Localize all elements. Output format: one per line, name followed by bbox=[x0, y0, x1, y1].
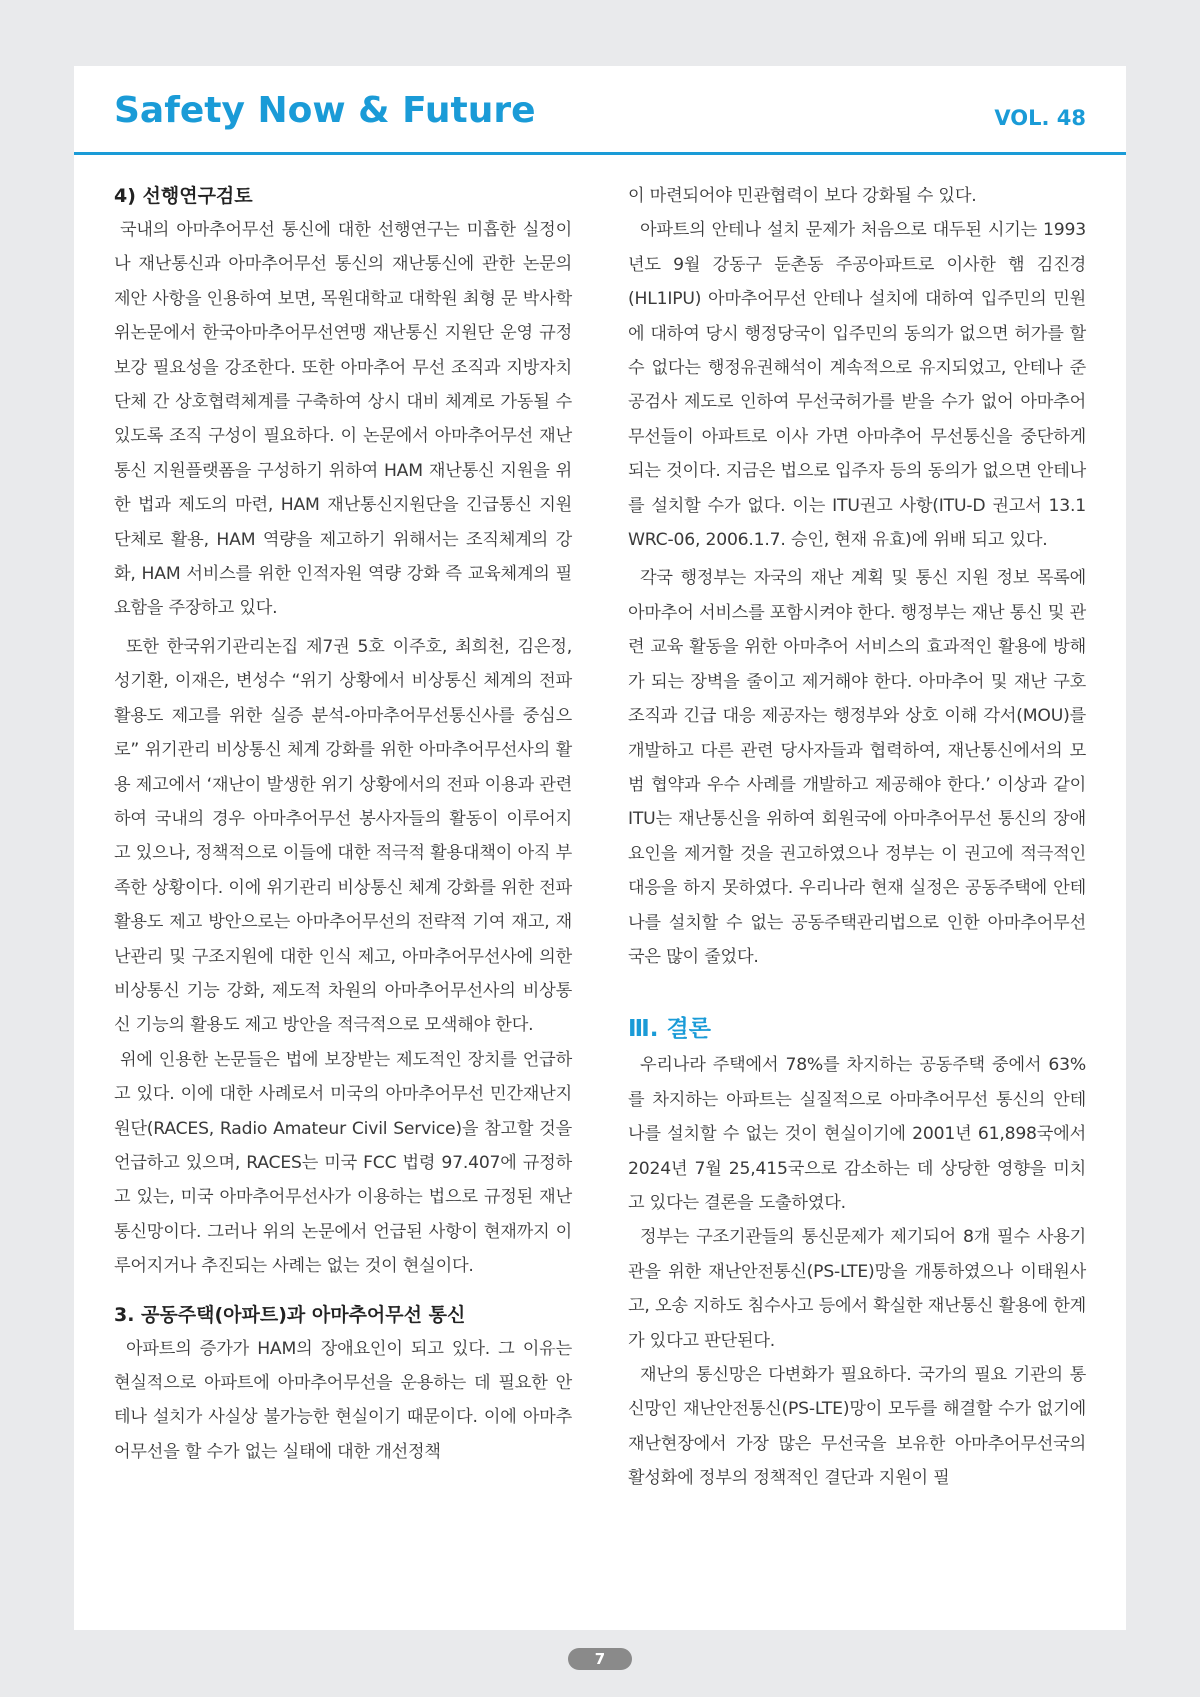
paragraph: 이 마련되어야 민관협력이 보다 강화될 수 있다. bbox=[628, 186, 977, 206]
paragraph: 우리나라 주택에서 78%를 차지하는 공동주택 중에서 63%를 차지하는 아파트는 실질적으로 아마추어무선 통신의 안테나를 설치할 수 없는 것이 현실이기에 2001년 61,898국에서 2024년 7월 25,415국으로 감소하는 데 상당한 영향을 미치고 있다는 결론을 도출하였다. bbox=[628, 1055, 1086, 1213]
page-number-badge: 7 bbox=[568, 1648, 632, 1670]
left-column bbox=[114, 179, 572, 1469]
paragraph: 정부는 구조기관들의 통신문제가 제기되어 8개 필수 사용기관을 위한 재난안전통신(PS-LTE)망을 개통하였으나 이태원사고, 오송 지하도 침수사고 등에서 확실한 재난통신 활용에 한계가 있다고 판단된다. bbox=[628, 1227, 1086, 1351]
subsection-heading-apartment: 3. 공동주택(아파트)과 아마추어무선 통신 bbox=[114, 1303, 466, 1326]
paragraph: 재난의 통신망은 다변화가 필요하다. 국가의 필요 기관의 통신망인 재난안전통신(PS-LTE)망이 모두를 해결할 수가 없기에 재난현장에서 가장 많은 무선국을 보유한 아마추어무선국의 활성화에 정부의 정책적인 결단과 지원이 필 bbox=[628, 1365, 1086, 1489]
volume-label: VOL. 48 bbox=[994, 106, 1086, 130]
paragraph: 각국 행정부는 자국의 재난 계획 및 통신 지원 정보 목록에 아마추어 서비스를 포함시켜야 한다. 행정부는 재난 통신 및 관련 교육 활동을 위한 아마추어 서비스의 효과적인 활용에 방해가 되는 장벽을 줄이고 제거해야 한다. 아마추어 및 재난 구호 조직과 긴급 대응 제공자는 행정부와 상호 이해 각서(MOU)를 개발하고 다른 관련 당사자들과 협력하여, 재난통신에서의 모범 협약과 우수 사례를 개발하고 제공해야 한다.’ 이상과 같이 ITU는 재난통신을 위하여 회원국에 아마추어무선 통신의 장애요인을 제거할 것을 권고하였으나 정부는 이 권고에 적극적인 대응을 하지 못하였다. 우리나라 현재 실정은 공동주택에 안테나를 설치할 수 없는 공동주택관리법으로 인한 아마추어무선국은 많이 줄었다. bbox=[628, 568, 1086, 967]
paragraph: 아파트의 안테나 설치 문제가 처음으로 대두된 시기는 1993년도 9월 강동구 둔촌동 주공아파트로 이사한 햄 김진경(HL1IPU) 아마추어무선 안테나 설치에 대하여 입주민의 민원에 대하여 당시 행정당국이 입주민의 동의가 없으면 허가를 할 수 없다는 행정유권해석이 계속적으로 유지되었고, 안테나 준공검사 제도로 인하여 무선국허가를 받을 수가 없어 아마추어무선들이 아파트로 이사 가면 아마추어 무선통신을 중단하게 되는 것이다. 지금은 법으로 입주자 등의 동의가 없으면 안테나를 설치할 수가 없다. 이는 ITU권고 사항(ITU-D 권고서 13.1 WRC-06, 2006.1.7. 승인, 현재 유효)에 위배 되고 있다. bbox=[628, 220, 1086, 551]
section-heading-conclusion: Ⅲ. 결론 bbox=[628, 1016, 711, 1043]
paragraph: 또한 한국위기관리논집 제7권 5호 이주호, 최희천, 김은정, 성기환, 이재은, 변성수 “위기 상황에서 비상통신 체계의 전파 활용도 제고를 위한 실증 분석-아마추어무선통신사를 중심으로” 위기관리 비상통신 체계 강화를 위한 아마추어무선사의 활용 제고에서 ‘재난이 발생한 위기 상황에서의 전파 이용과 관련하여 국내의 경우 아마추어무선 봉사자들의 활동이 이루어지고 있으나, 정책적으로 이들에 대한 적극적 활용대책이 아직 부족한 상황이다. 이에 위기관리 비상통신 체계 강화를 위한 전파 활용도 제고 방안으로는 아마추어무선의 전략적 기여 재고, 재난관리 및 구조지원에 대한 인식 제고, 아마추어무선사에 의한 비상통신 기능 강화, 제도적 차원의 아마추어무선사의 비상통신 기능의 활용도 제고 방안을 적극적으로 모색해야 한다. bbox=[114, 636, 572, 1036]
right-column bbox=[628, 179, 1086, 1496]
magazine-title: Safety Now & Future bbox=[114, 90, 536, 131]
subsection-heading-prior-research: 4) 선행연구검토 bbox=[114, 185, 253, 207]
page-header bbox=[74, 66, 1126, 155]
document-page bbox=[74, 66, 1126, 1630]
paragraph: 위에 인용한 논문들은 법에 보장받는 제도적인 장치를 언급하고 있다. 이에 대한 사례로서 미국의 아마추어무선 민간재난지원단(RACES, Radio Amateur Civil Service)을 참고할 것을 언급하고 있으며, RACES는 미국 FCC 법령 97.407에 규정하고 있는, 미국 아마추어무선사가 이용하는 법으로 규정된 재난통신망이다. 그러나 위의 논문에서 언급된 사항이 현재까지 이루어지거나 추진되는 사례는 없는 것이 현실이다. bbox=[114, 1049, 572, 1277]
paragraph: 국내의 아마추어무선 통신에 대한 선행연구는 미흡한 실정이나 재난통신과 아마추어무선 통신의 재난통신에 관한 논문의 제안 사항을 인용하여 보면, 목원대학교 대학원 최형 문 박사학위논문에서 한국아마추어무선연맹 재난통신 지원단 운영 규정 보강 필요성을 강조한다. 또한 아마추어 무선 조직과 지방자치단체 간 상호협력체계를 구축하여 상시 대비 체계로 가동될 수 있도록 조직 구성이 필요하다. 이 논문에서 아마추어무선 재난통신 지원플랫폼을 구성하기 위하여 HAM 재난통신 지원을 위한 법과 제도의 마련, HAM 재난통신지원단을 긴급통신 지원 단체로 활용, HAM 역량을 제고하기 위해서는 조직체계의 강화, HAM 서비스를 위한 인적자원 역량 강화 즉 교육체계의 필요함을 주장하고 있다. bbox=[114, 220, 572, 619]
paragraph: 아파트의 증가가 HAM의 장애요인이 되고 있다. 그 이유는 현실적으로 아파트에 아마추어무선을 운용하는 데 필요한 안테나 설치가 사실상 불가능한 현실이기 때문이다. 이에 아마추어무선을 할 수가 없는 실태에 대한 개선정책 bbox=[114, 1338, 572, 1462]
